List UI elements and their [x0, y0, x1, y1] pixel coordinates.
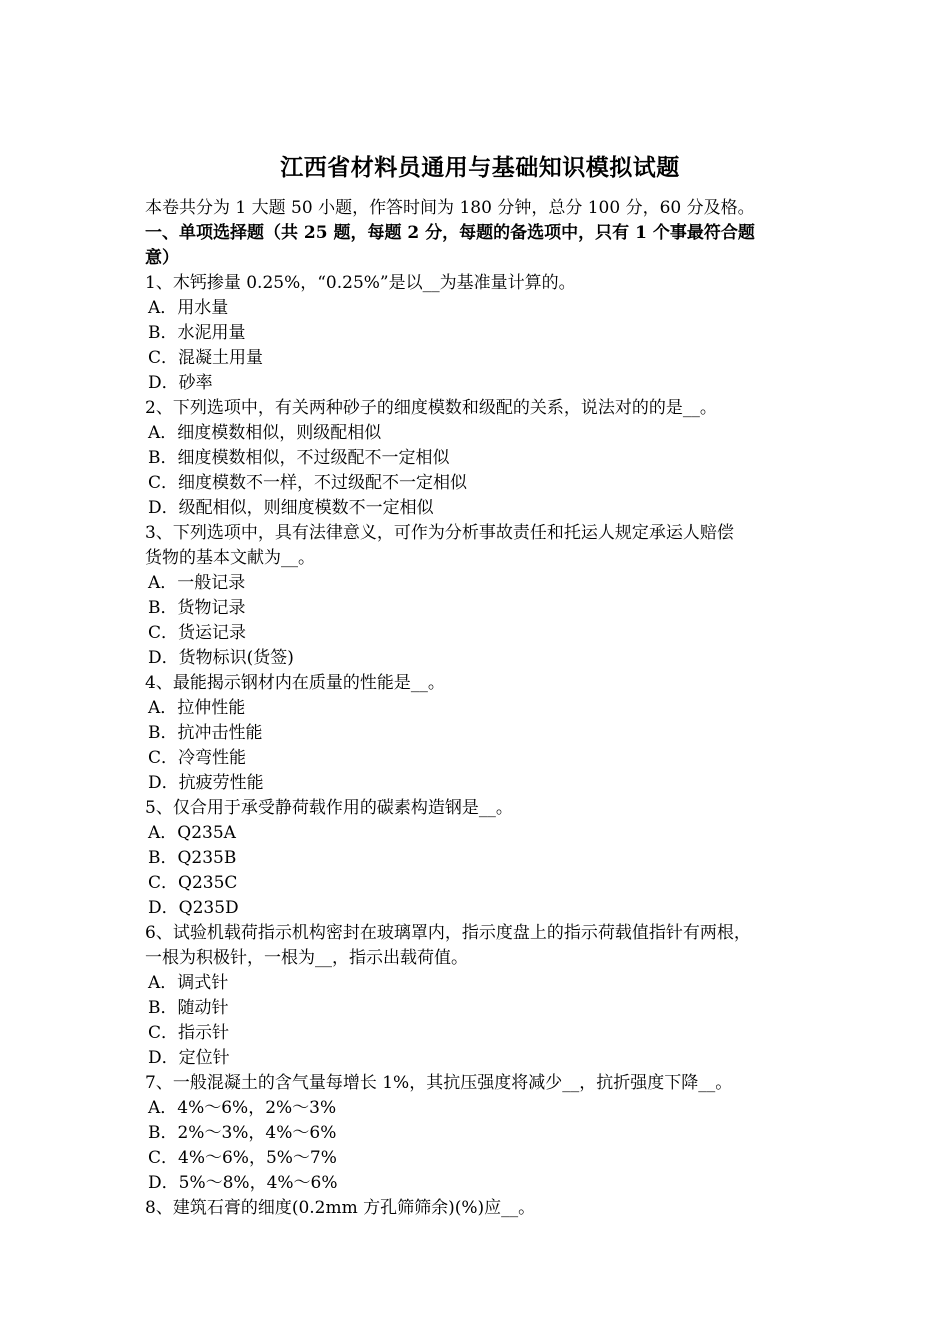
answer-option: D．砂率 [148, 373, 213, 393]
answer-option: D．定位针 [148, 1048, 230, 1068]
answer-option: A．拉伸性能 [148, 698, 246, 718]
question-item [145, 521, 815, 671]
answer-option: D．级配相似，则细度模数不一定相似 [148, 498, 434, 518]
question-text: 7、一般混凝土的含气量每增长 1%，其抗压强度将减少__，抗折强度下降__。 [145, 1073, 733, 1093]
question-item [145, 396, 815, 521]
answer-option: A．一般记录 [148, 573, 246, 593]
question-text: 8、建筑石膏的细度(0.2mm 方孔筛筛余)(%)应__。 [145, 1198, 536, 1218]
answer-option: C．细度模数不一样，不过级配不一定相似 [148, 473, 468, 493]
answer-option: C．指示针 [148, 1023, 230, 1043]
answer-option: C．4%～6%，5%～7% [148, 1148, 337, 1168]
question-text: 1、木钙掺量 0.25%，“0.25%”是以__为基准量计算的。 [145, 273, 576, 293]
question-text: 3、下列选项中，具有法律意义，可作为分析事故责任和托运人规定承运人赔偿 [145, 523, 734, 543]
question-item [145, 671, 815, 796]
question-text: 5、仅合用于承受静荷载作用的碳素构造钢是__。 [145, 798, 513, 818]
answer-option: A．调式针 [148, 973, 229, 993]
answer-option: D．货物标识(货签) [148, 648, 294, 668]
question-text: 货物的基本文献为__。 [145, 548, 315, 568]
question-item [145, 921, 815, 1071]
question-item [145, 1071, 815, 1196]
question-list [145, 271, 815, 1221]
answer-option: A．用水量 [148, 298, 229, 318]
answer-option: B．水泥用量 [148, 323, 246, 343]
section-heading [145, 221, 815, 271]
question-item [145, 271, 815, 396]
answer-option: B．Q235B [148, 848, 237, 868]
document-page [145, 150, 815, 1221]
question-text: 6、试验机载荷指示机构密封在玻璃罩内，指示度盘上的指示荷载值指针有两根， [145, 923, 751, 943]
answer-option: B．随动针 [148, 998, 229, 1018]
question-item [145, 1196, 815, 1221]
exam-intro: 本卷共分为 1 大题 50 小题，作答时间为 180 分钟，总分 100 分，60 分及格。 [145, 198, 755, 218]
answer-option: D．Q235D [148, 898, 239, 918]
answer-option: C．混凝土用量 [148, 348, 264, 368]
answer-option: A．Q235A [148, 823, 236, 843]
question-item [145, 796, 815, 921]
answer-option: B．细度模数相似，不过级配不一定相似 [148, 448, 450, 468]
answer-option: A．细度模数相似，则级配相似 [148, 423, 382, 443]
answer-option: C．货运记录 [148, 623, 247, 643]
question-text: 一根为积极针，一根为__，指示出载荷值。 [145, 948, 468, 968]
answer-option: B．抗冲击性能 [148, 723, 263, 743]
answer-option: A．4%～6%，2%～3% [148, 1098, 337, 1118]
answer-option: D．5%～8%，4%～6% [148, 1173, 338, 1193]
section-heading-line: 一、单项选择题（共 25 题，每题 2 分，每题的备选项中，只有 1 个事最符合题 [145, 223, 755, 243]
answer-option: B．2%～3%，4%～6% [148, 1123, 337, 1143]
question-text: 4、最能揭示钢材内在质量的性能是__。 [145, 673, 445, 693]
answer-option: C．冷弯性能 [148, 748, 247, 768]
answer-option: B．货物记录 [148, 598, 246, 618]
question-text: 2、下列选项中，有关两种砂子的细度模数和级配的关系，说法对的的是__。 [145, 398, 717, 418]
answer-option: C．Q235C [148, 873, 238, 893]
section-heading-line: 意） [145, 248, 179, 268]
document-title: 江西省材料员通用与基础知识模拟试题 [280, 154, 680, 181]
answer-option: D．抗疲劳性能 [148, 773, 264, 793]
